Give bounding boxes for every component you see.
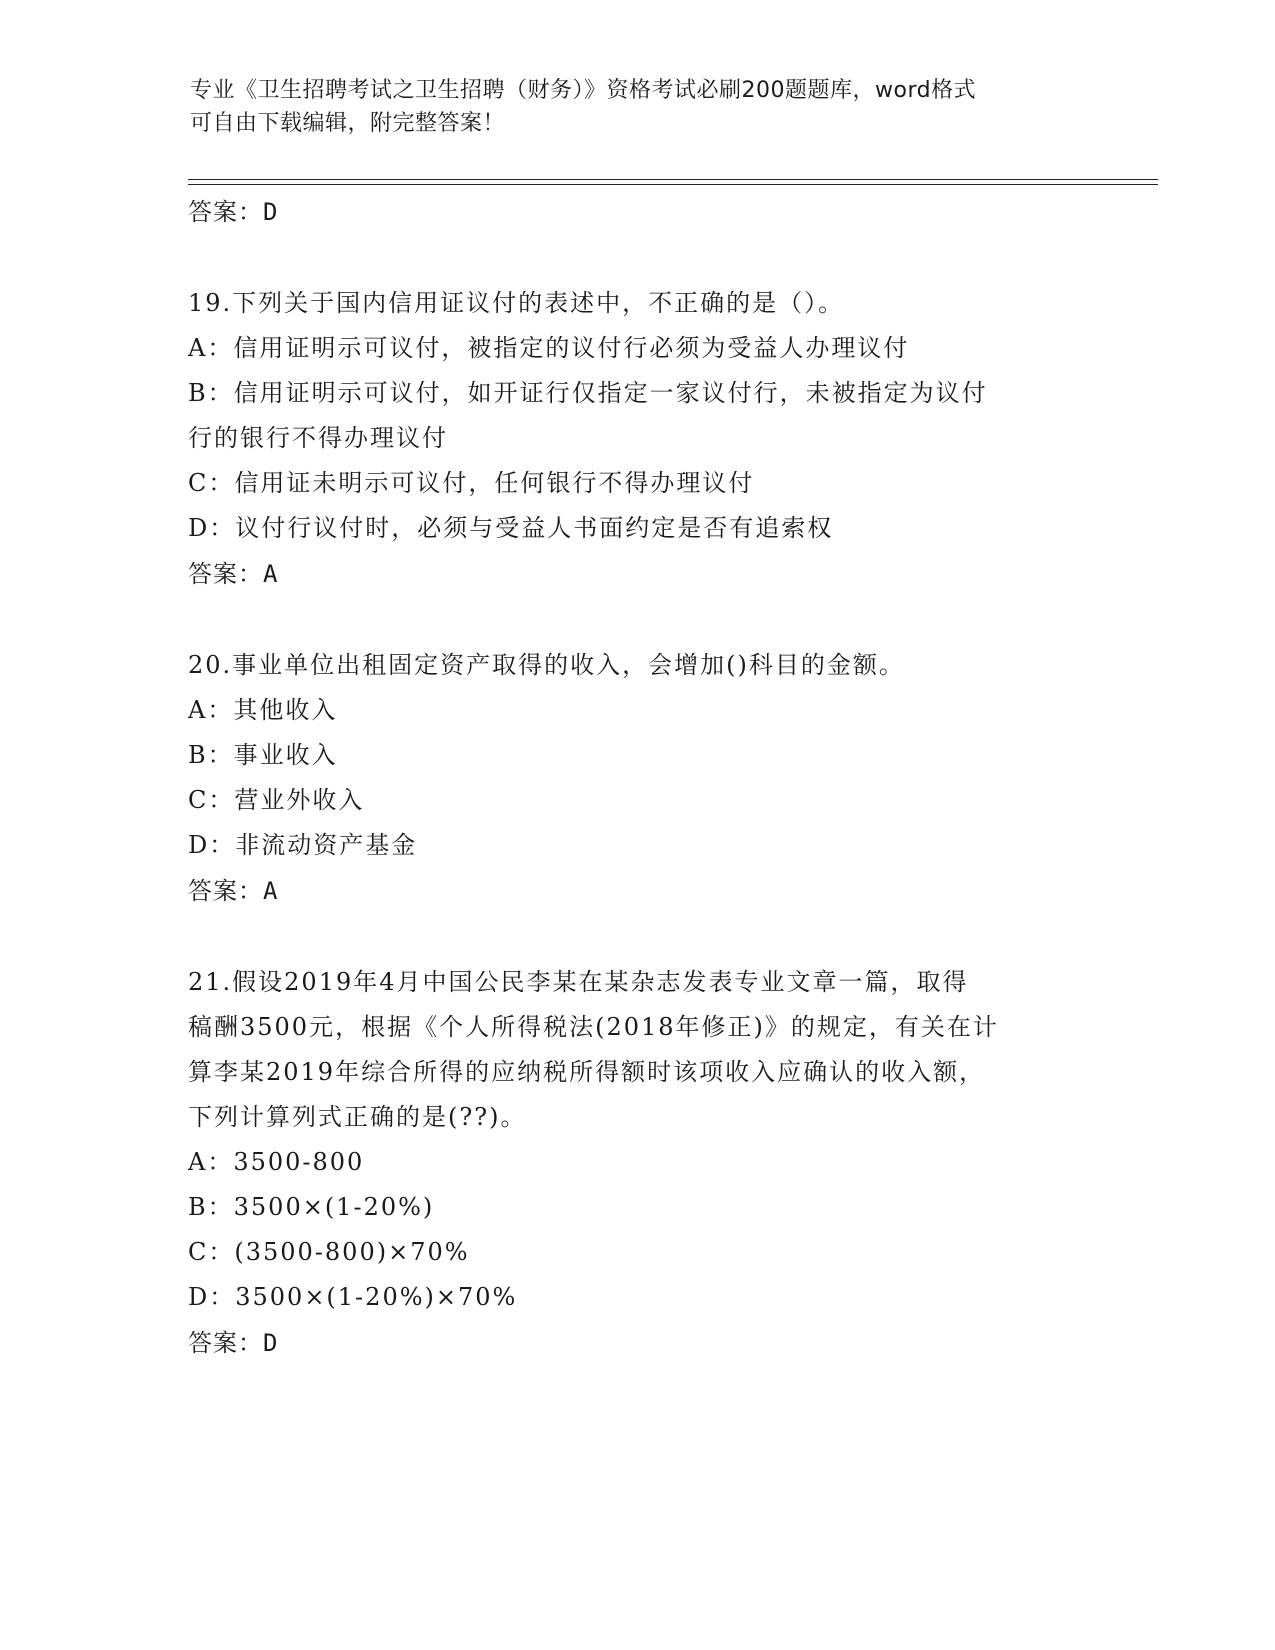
- option-a: A：信用证明示可议付，被指定的议付行必须为受益人办理议付: [188, 334, 910, 362]
- question-19: [188, 281, 1088, 551]
- spacer: [188, 914, 1088, 960]
- option-b-line-2: 行的银行不得办理议付: [188, 424, 448, 452]
- question-21: [188, 960, 1088, 1320]
- answer-value: A: [263, 560, 279, 588]
- question-stem: 19.下列关于国内信用证议付的表述中，不正确的是（）。: [188, 289, 845, 317]
- header-line-2: 可自由下载编辑，附完整答案！: [190, 111, 506, 136]
- answer-label: 答案：: [188, 198, 263, 226]
- header-divider-bottom: [188, 184, 1158, 185]
- option-c: C：信用证未明示可议付，任何银行不得办理议付: [188, 469, 755, 497]
- header-line-1: 专业《卫生招聘考试之卫生招聘（财务）》资格考试必刷200题题库，word格式: [190, 78, 977, 103]
- option-c: C：营业外收入: [188, 786, 365, 814]
- option-a: A：其他收入: [188, 696, 338, 724]
- option-d: D：议付行议付时，必须与受益人书面约定是否有追索权: [188, 514, 834, 542]
- option-a: A：3500-800: [188, 1148, 365, 1176]
- answer-line: [188, 551, 1088, 597]
- question-20: [188, 643, 1088, 868]
- option-c: C：(3500-800)×70%: [188, 1238, 470, 1266]
- question-stem-line-1: 21.假设2019年4月中国公民李某在某杂志发表专业文章一篇，取得: [188, 968, 969, 996]
- questions-content: [188, 189, 1088, 1366]
- question-stem-line-4: 下列计算列式正确的是(??)。: [188, 1103, 527, 1131]
- option-d: D：非流动资产基金: [188, 831, 418, 859]
- option-b: [188, 371, 1088, 461]
- answer-label: 答案：: [188, 560, 263, 588]
- option-b-line-1: B：信用证明示可议付，如开证行仅指定一家议付行，未被指定为议付: [188, 379, 988, 407]
- question-stem: [188, 960, 1088, 1140]
- question-stem-line-3: 算李某2019年综合所得的应纳税所得额时该项收入应确认的收入额，: [188, 1058, 986, 1086]
- question-stem: 20.事业单位出租固定资产取得的收入，会增加()科目的金额。: [188, 651, 905, 679]
- document-header: [190, 74, 1090, 140]
- option-b: B：事业收入: [188, 741, 338, 769]
- spacer: [188, 597, 1088, 643]
- option-b: B：3500×(1-20%): [188, 1193, 435, 1221]
- answer-value: A: [263, 877, 279, 905]
- answer-value: D: [263, 1329, 279, 1357]
- answer-line: [188, 189, 1088, 235]
- answer-line: [188, 1320, 1088, 1366]
- option-d: D：3500×(1-20%)×70%: [188, 1283, 518, 1311]
- question-stem-line-2: 稿酬3500元，根据《个人所得税法(2018年修正)》的规定，有关在计: [188, 1013, 999, 1041]
- spacer: [188, 235, 1088, 281]
- answer-line: [188, 868, 1088, 914]
- answer-label: 答案：: [188, 1329, 263, 1357]
- answer-value: D: [263, 198, 279, 226]
- header-divider-top: [188, 179, 1158, 180]
- answer-label: 答案：: [188, 877, 263, 905]
